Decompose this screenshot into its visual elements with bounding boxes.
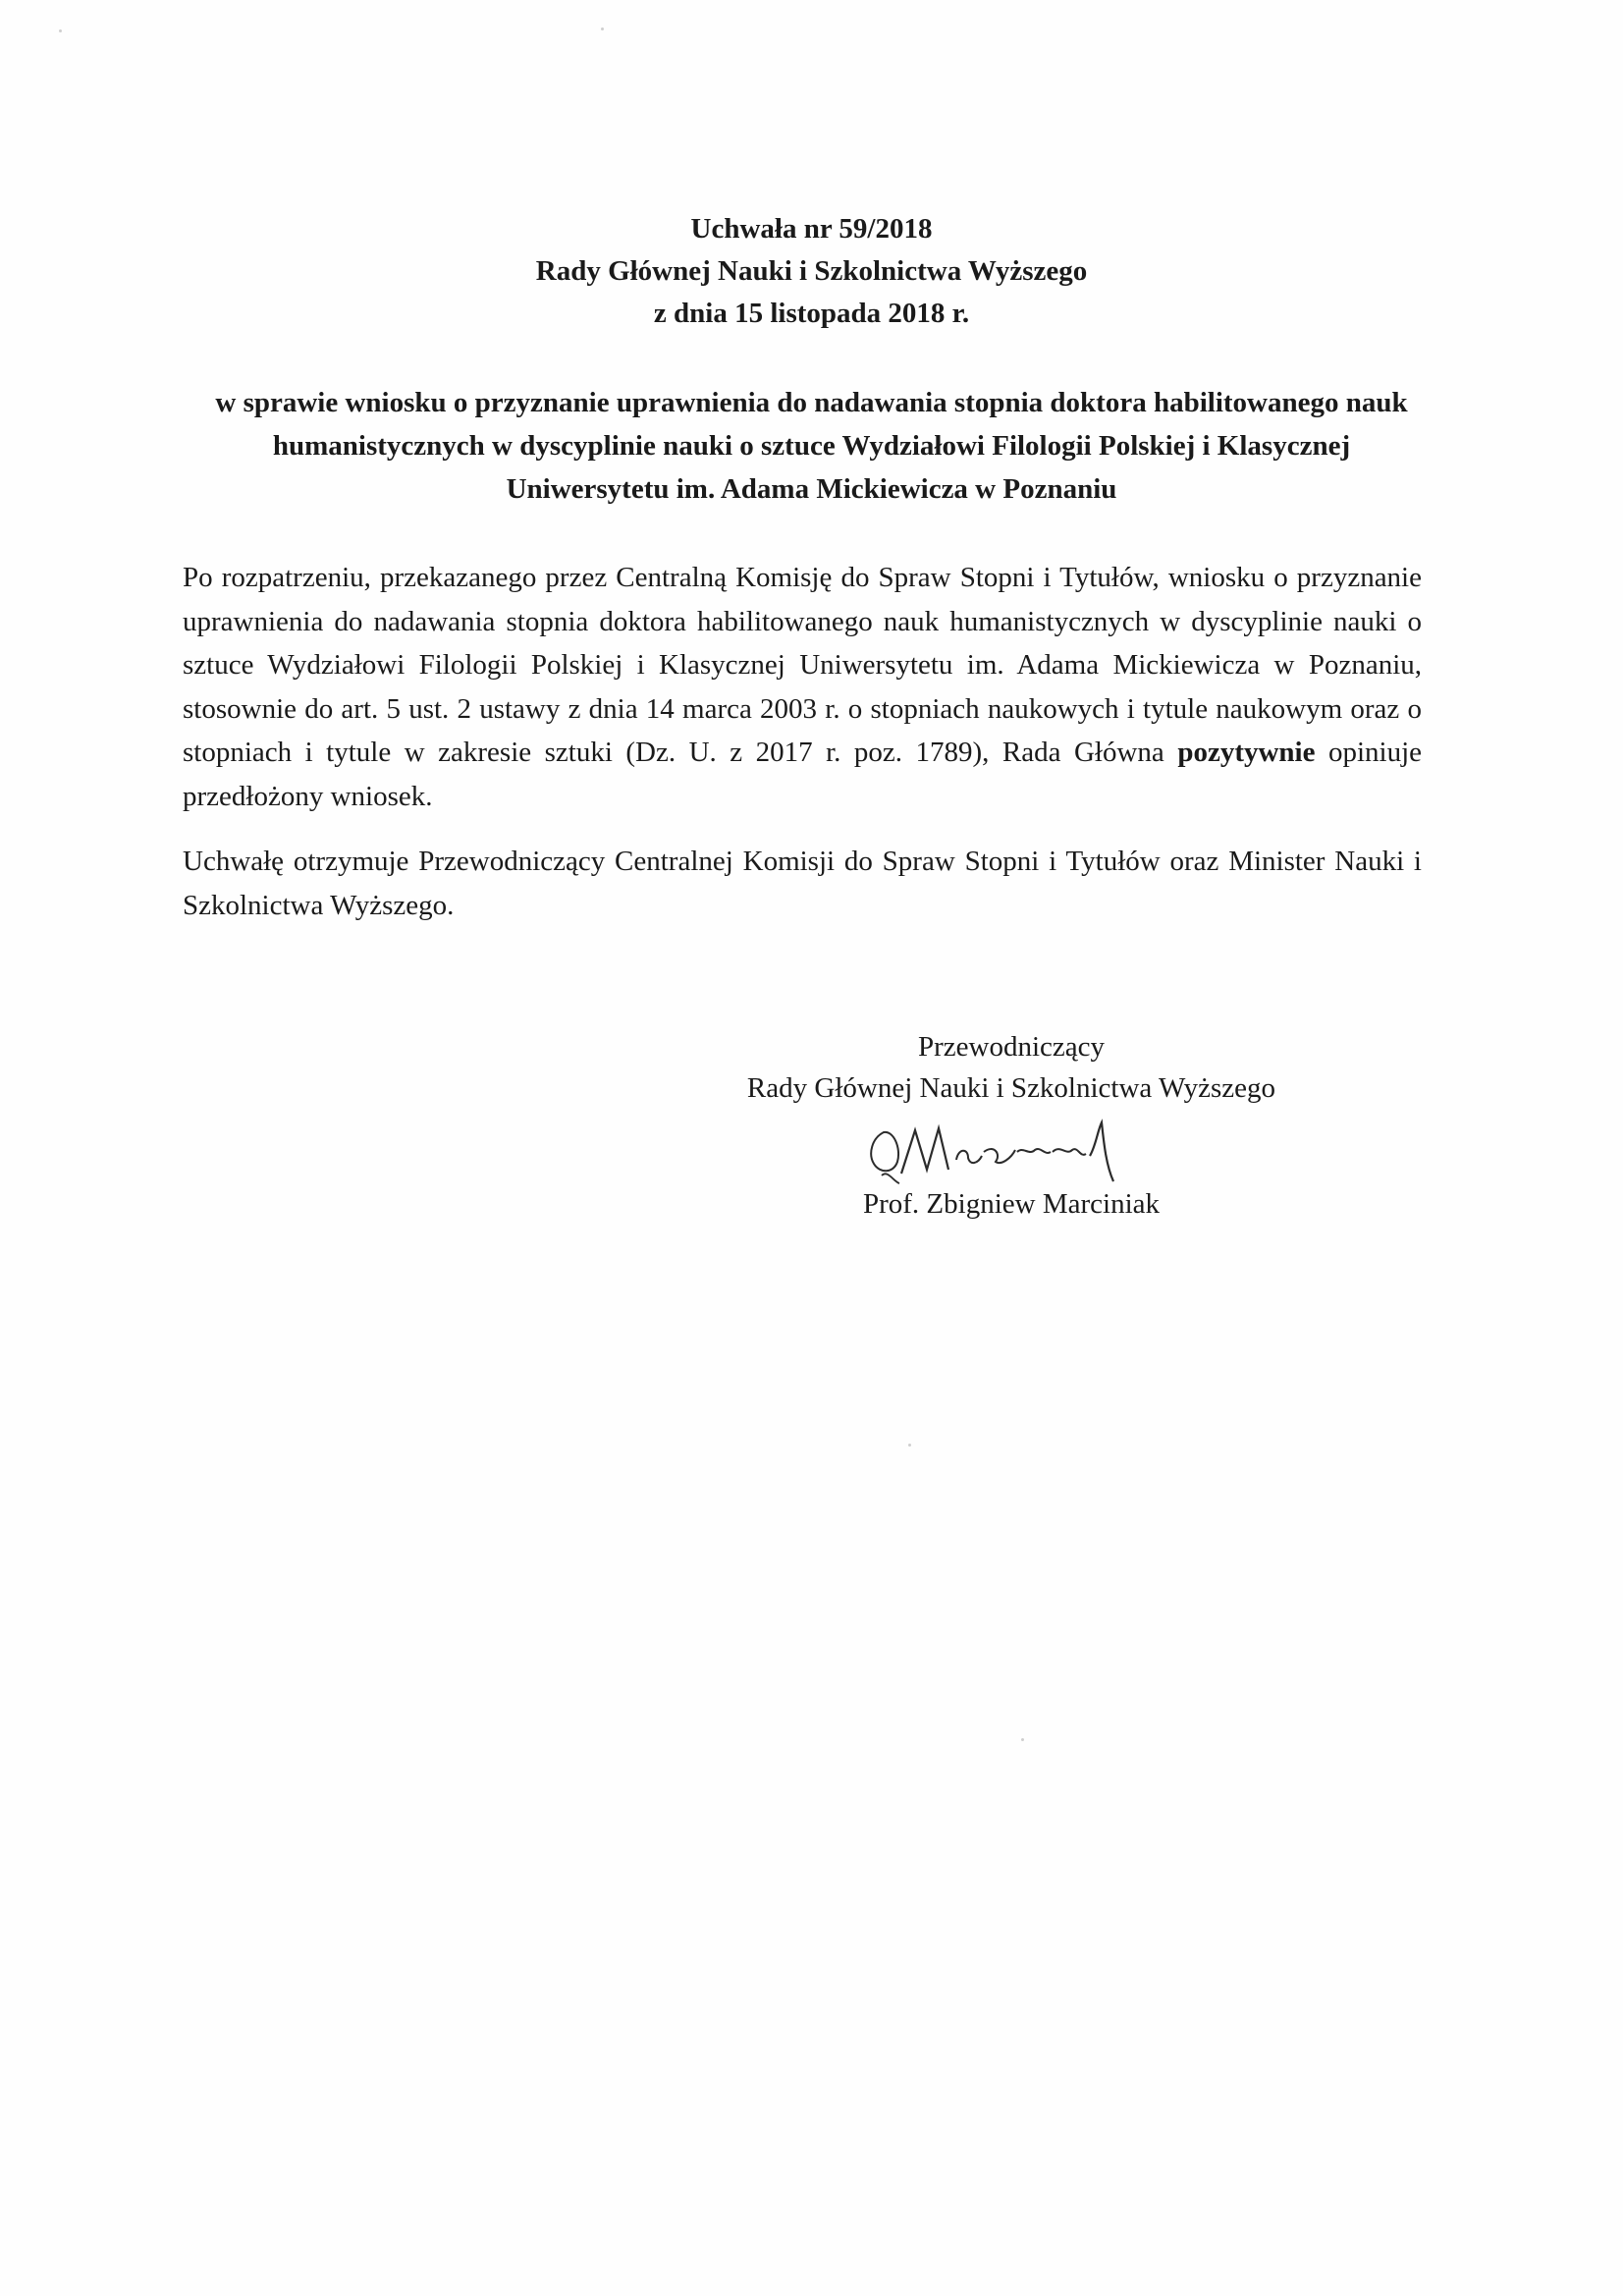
scan-artifact xyxy=(908,1444,911,1447)
paragraph-recipients: Uchwałę otrzymuje Przewodniczący Centralnej Komisji do Spraw Stopni i Tytułów oraz Minister Nauki i Szkolnictwa Wyższego. xyxy=(183,846,1422,921)
scan-artifact xyxy=(601,27,604,30)
paragraph-main-text: Po rozpatrzeniu, przekazanego przez Centralną Komisję do Spraw Stopni i Tytułów, wniosku o przyznanie uprawnienia do nadawania stopnia doktora habilitowanego nauk humanistycznych w dyscyplinie nauki o sztuce Wydziałowi Filologii Polskiej i Klasycznej Uniwersytetu im. Adama Mickiewicza w Poznaniu, stosownie do art. 5 ust. 2 ustawy z dnia 14 marca 2003 r. o stopniach naukowych i tytule naukowym oraz o stopniach i tytule w zakresie sztuki (Dz. U. z 2017 r. poz. 1789), Rada Główna xyxy=(183,562,1422,768)
resolution-date: z dnia 15 listopada 2018 r. xyxy=(653,298,970,329)
signature-block xyxy=(687,1026,1335,1225)
signer-role: Przewodniczący xyxy=(917,1031,1105,1063)
resolution-number: Uchwała nr 59/2018 xyxy=(690,213,933,245)
paragraph-main xyxy=(183,556,1422,818)
signer-institution: Rady Głównej Nauki i Szkolnictwa Wyższego xyxy=(746,1072,1276,1104)
paragraph-main-end: opiniuje przedłożony wniosek. xyxy=(183,737,1423,812)
signer-name: Prof. Zbigniew Marciniak xyxy=(862,1188,1160,1220)
scan-artifact xyxy=(1021,1738,1024,1741)
resolution-subject: w sprawie wniosku o przyznanie uprawnienia do nadawania stopnia doktora habilitowanego nauk humanistycznych w dyscyplinie nauki o sztuce Wydziałowi Filologii Polskiej i Klasycznej Uniwersytetu im. Adama Mickiewicza w Poznaniu xyxy=(215,387,1408,505)
resolution-header xyxy=(0,208,1623,335)
handwritten-signature-icon xyxy=(854,1113,1168,1189)
paragraph-main-bold: pozytywnie xyxy=(1177,737,1316,768)
scan-artifact xyxy=(59,29,62,32)
issuing-body: Rady Głównej Nauki i Szkolnictwa Wyższego xyxy=(535,255,1088,287)
